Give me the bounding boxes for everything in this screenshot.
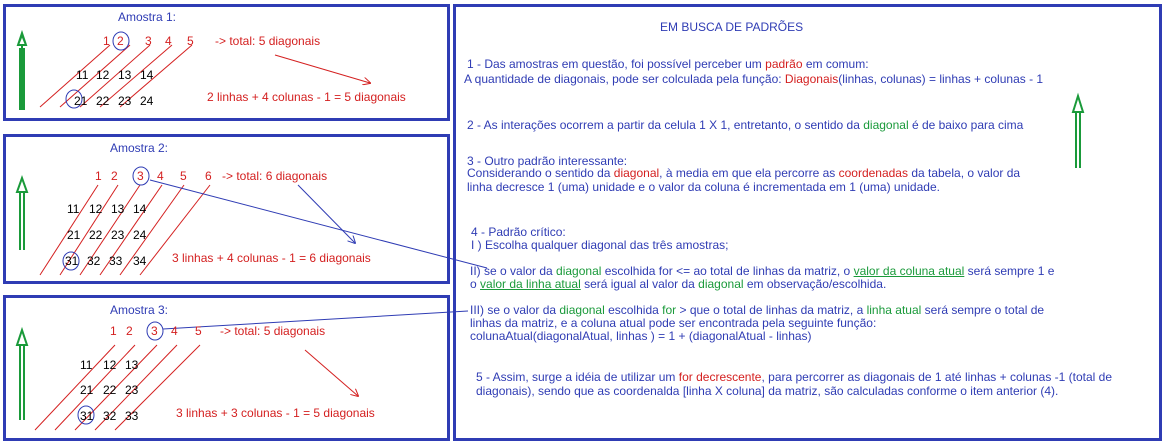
cell: 23 <box>118 94 132 108</box>
sample2-num-3: 3 <box>137 169 144 183</box>
cell: 11 <box>76 68 89 82</box>
p1-line-b: A quantidade de diagonais, pode ser colculada pela função: Diagonais(linhas, colunas) = linhas + colunas - 1 <box>464 72 1044 86</box>
cell: 24 <box>140 94 154 108</box>
sample2-num-1: 1 <box>95 169 102 183</box>
p5-line-b: o valor da linha atual será igual al valor da diagonal em observação/escolhida. <box>470 277 887 291</box>
cell: 13 <box>118 68 132 82</box>
p3-line-c: linha decresce 1 (uma) unidade e o valor da coluna é incrementada em 1 (uma) unidade. <box>467 180 940 194</box>
sample2-num-2: 2 <box>111 169 118 183</box>
cell: 11 <box>67 202 80 216</box>
sample1-title: Amostra 1: <box>118 10 177 24</box>
sample3-title: Amostra 3: <box>110 303 169 317</box>
sample2-num-6: 6 <box>205 169 212 183</box>
sample1-num-1: 1 <box>103 34 110 48</box>
cell: 14 <box>140 68 154 82</box>
panel-title: EM BUSCA DE PADRÕES <box>660 20 804 34</box>
p1-line-a: 1 - Das amostras em questão, foi possível perceber um padrão em comum: <box>467 57 869 71</box>
sample1-num-5: 5 <box>187 34 194 48</box>
sample2-title: Amostra 2: <box>110 141 169 155</box>
p6-line-a: III) se o valor da diagonal escolhida for > que o total de linhas da matriz, a linha atual será sempre o total de <box>470 303 1045 317</box>
p7-line-a: 5 - Assim, surge a idéia de utilizar um for decrescente, para percorrer as diagonais de 1 até linhas + colunas -1 (total de <box>476 370 1113 384</box>
cell: 13 <box>111 202 125 216</box>
cell: 31 <box>80 409 94 423</box>
cell: 23 <box>125 383 139 397</box>
p3-line-a: 3 - Outro padrão interessante: <box>467 154 628 168</box>
p4-line-a: 4 - Padrão crítico: <box>471 225 566 239</box>
sample2-num-4: 4 <box>157 169 164 183</box>
sample3-num-4: 4 <box>171 324 178 338</box>
sample1-num-3: 3 <box>145 34 152 48</box>
sample1-num-2: 2 <box>117 34 124 48</box>
p6-line-c: colunaAtual(diagonalAtual, linhas ) = 1 + (diagonalAtual - linhas) <box>470 329 812 343</box>
cell: 32 <box>103 409 117 423</box>
cell: 34 <box>133 254 147 268</box>
sample3-num-5: 5 <box>195 324 202 338</box>
cell: 12 <box>96 68 110 82</box>
cell: 14 <box>133 202 147 216</box>
p4-line-b: I ) Escolha qualquer diagonal das três amostras; <box>471 238 729 252</box>
cell: 33 <box>125 409 139 423</box>
cell: 11 <box>80 358 93 372</box>
sample2-num-5: 5 <box>180 169 187 183</box>
cell: 12 <box>89 202 103 216</box>
cell: 24 <box>133 228 147 242</box>
cell: 23 <box>111 228 125 242</box>
sample3-num-3: 3 <box>151 324 158 338</box>
sample3-num-1: 1 <box>110 324 117 338</box>
cell: 32 <box>87 254 101 268</box>
sample1-formula: 2 linhas + 4 colunas - 1 = 5 diagonais <box>207 90 406 104</box>
p7-line-b: diagonais), sendo que as coordenalda [linha X coluna] da matriz, são calculadas conforme o item anterior (4). <box>476 384 1059 398</box>
sample1-total: -> total: 5 diagonais <box>215 34 321 48</box>
sample2-total: -> total: 6 diagonais <box>222 169 328 183</box>
cell: 31 <box>65 254 79 268</box>
p5-line-a: II) se o valor da diagonal escolhida for <= ao total de linhas da matriz, o valor da coluna atual será sempre 1 e <box>470 264 1055 278</box>
sample3-formula: 3 linhas + 3 colunas - 1 = 5 diagonais <box>176 406 375 420</box>
p2-line: 2 - As interações ocorrem a partir da celula 1 X 1, entretanto, o sentido da diagonal é de baixo para cima <box>467 118 1024 132</box>
cell: 33 <box>109 254 123 268</box>
cell: 21 <box>74 94 88 108</box>
cell: 21 <box>80 383 94 397</box>
p3-line-b: Considerando o sentido da diagonal, à media em que ela percorre as coordenadas da tabela, o valor da <box>467 166 1021 180</box>
cell: 22 <box>89 228 103 242</box>
sample3-total: -> total: 5 diagonais <box>220 324 326 338</box>
p6-line-b: linhas da matriz, e a coluna atual pode ser encontrada pela seguinte função: <box>470 316 877 330</box>
sample3-num-2: 2 <box>126 324 133 338</box>
sample2-formula: 3 linhas + 4 colunas - 1 = 6 diagonais <box>172 251 371 265</box>
cell: 13 <box>125 358 139 372</box>
cell: 21 <box>67 228 81 242</box>
cell: 22 <box>96 94 110 108</box>
cell: 22 <box>103 383 117 397</box>
cell: 12 <box>103 358 117 372</box>
sample1-num-4: 4 <box>165 34 172 48</box>
